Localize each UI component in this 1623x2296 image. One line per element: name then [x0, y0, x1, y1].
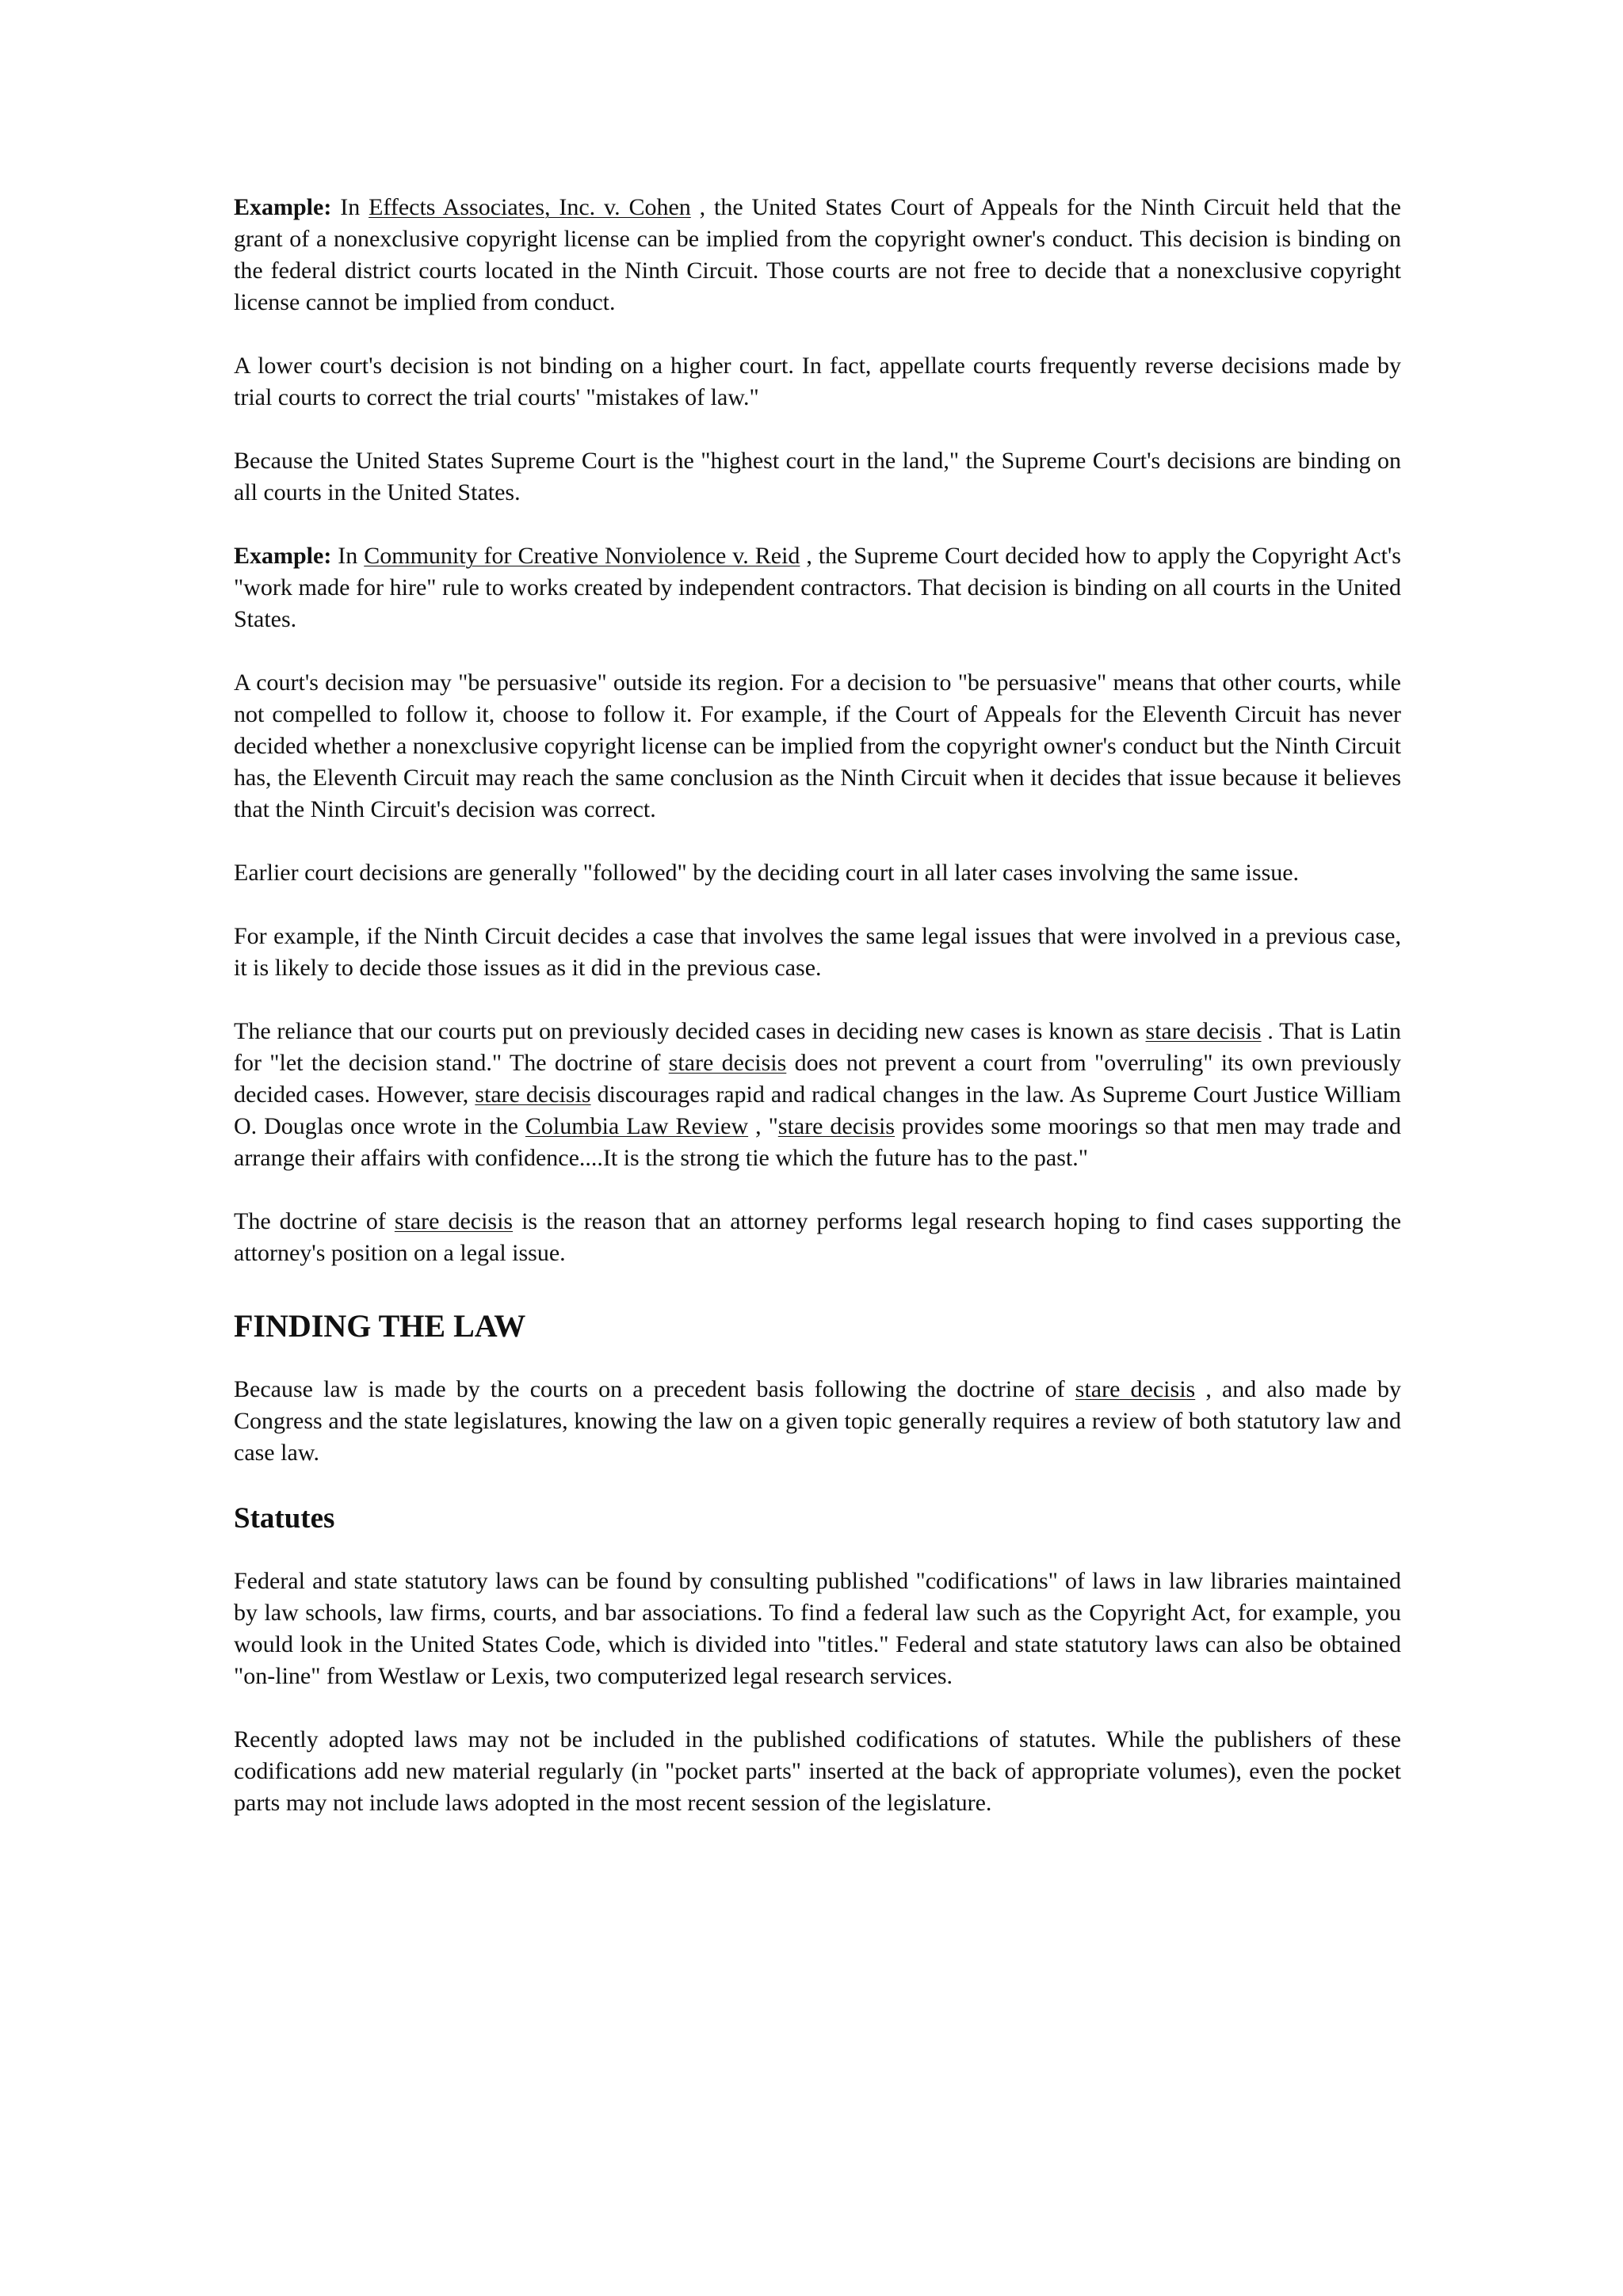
recent-laws-paragraph: Recently adopted laws may not be included in the published codifications of statutes. While the publishers of these codifications add new material regularly (in "pocket parts" inserted at the back of appropriate volumes), even the pocket parts may not include laws adopted in the most recent session of the legislature.: [234, 1726, 1401, 1816]
statutes-paragraph: Federal and state statutory laws can be found by consulting published "codifications" of laws in law libraries maintained by law schools, law firms, courts, and bar associations. To find a federal law such as the Copyright Act, for example, you would look in the United States Code, which is divided into "titles." Federal and state statutory laws can also be obtained "on-line" from Westlaw or Lexis, two computerized legal research services.: [234, 1568, 1401, 1689]
stare-decisis-link[interactable]: stare decisis: [668, 1050, 787, 1076]
example-ccnv-paragraph: Example: In Community for Creative Nonviolence v. Reid , the Supreme Court decided how to apply the Copyright Act's "work made for hire" rule to works created by independent contractors. That decision is binding on all courts in the United States.: [234, 543, 1401, 632]
finding-law-paragraph: Because law is made by the courts on a precedent basis following the doctrine of stare decisis , and also made by Congress and the state legislatures, knowing the law on a given topic generally requires a review of both statutory law and case law.: [234, 1376, 1402, 1466]
columbia-law-review-link[interactable]: Columbia Law Review: [525, 1113, 749, 1139]
example-effects-paragraph: Example: In Effects Associates, Inc. v. Cohen , the United States Court of Appeals for the Ninth Circuit held that the grant of a nonexclusive copyright license can be implied from the copyright owner's conduct. This decision is binding on the federal district courts located in the Ninth Circuit. Those courts are not free to decide that a nonexclusive copyright license cannot be implied from conduct.: [234, 194, 1401, 315]
supreme-court-paragraph: Because the United States Supreme Court is the "highest court in the land," the Supreme Court's decisions are binding on all courts in the United States.: [234, 448, 1401, 505]
ninth-circuit-example-paragraph: For example, if the Ninth Circuit decides a case that involves the same legal issues that were involved in a previous case, it is likely to decide those issues as it did in the previous case.: [234, 923, 1401, 981]
lower-court-paragraph: A lower court's decision is not binding on a higher court. In fact, appellate courts frequently reverse decisions made by trial courts to correct the trial courts' "mistakes of law.": [234, 353, 1401, 410]
example-label: Example:: [234, 194, 332, 220]
stare-decisis-link[interactable]: stare decisis: [1145, 1018, 1262, 1044]
example-label: Example:: [234, 543, 332, 569]
case-link-effects-associates[interactable]: Effects Associates, Inc. v. Cohen: [369, 194, 691, 220]
stare-decisis-link[interactable]: stare decisis: [475, 1081, 591, 1108]
persuasive-paragraph: A court's decision may "be persuasive" outside its region. For a decision to "be persuasive" means that other courts, while not compelled to follow it, choose to follow it. For example, if the Court of Appeals for the Eleventh Circuit has never decided whether a nonexclusive copyright license can be implied from the copyright owner's conduct but the Ninth Circuit has, the Eleventh Circuit may reach the same conclusion as the Ninth Circuit when it decides that issue because it believes that the Ninth Circuit's decision was correct.: [234, 669, 1401, 822]
stare-decisis-paragraph: The reliance that our courts put on previously decided cases in deciding new cases is known as stare decisis . That is Latin for "let the decision stand." The doctrine of stare decisis does not prevent a court from "overruling" its own previously decided cases. However, stare decisis discourages rapid and radical changes in the law. As Supreme Court Justice William O. Douglas once wrote in the Columbia Law Review , "stare decisis provides some moorings so that men may trade and arrange their affairs with confidence....It is the strong tie which the future has to the past.": [234, 1018, 1402, 1171]
legal-research-paragraph: The doctrine of stare decisis is the reason that an attorney performs legal research hoping to find cases supporting the attorney's position on a legal issue.: [234, 1208, 1402, 1266]
statutes-heading: Statutes: [234, 1502, 335, 1535]
followed-paragraph: Earlier court decisions are generally "followed" by the deciding court in all later cases involving the same issue.: [234, 860, 1300, 886]
finding-the-law-heading: FINDING THE LAW: [234, 1308, 526, 1344]
case-link-ccnv-v-reid[interactable]: Community for Creative Nonviolence v. Reid: [364, 543, 800, 569]
document-page: [234, 192, 1401, 1851]
stare-decisis-link[interactable]: stare decisis: [394, 1208, 514, 1234]
stare-decisis-link[interactable]: stare decisis: [777, 1113, 896, 1139]
stare-decisis-link[interactable]: stare decisis: [1075, 1376, 1196, 1402]
